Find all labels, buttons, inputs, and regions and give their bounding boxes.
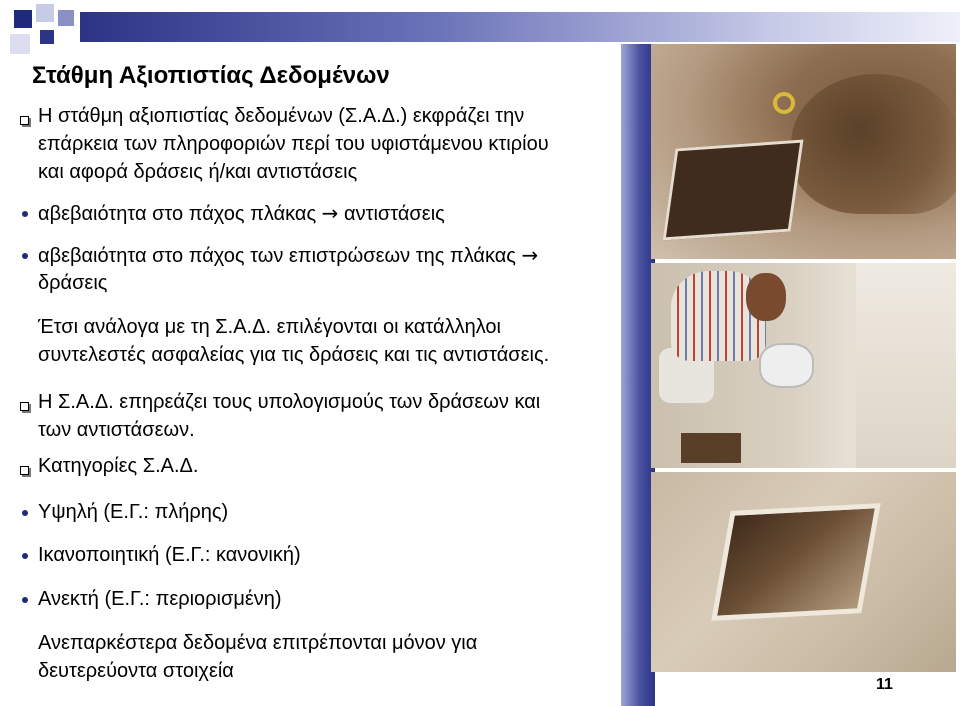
header-bar (80, 12, 960, 42)
text-line (38, 200, 445, 228)
text-line: δευτερεύοντα στοιχεία (38, 660, 234, 682)
tape-measure (773, 92, 795, 114)
decor-square (10, 34, 30, 54)
arrow-right-icon: → (521, 243, 539, 267)
bullet-dot-icon (22, 253, 28, 259)
bullet-dot-icon (22, 553, 28, 559)
floor-excavation-photo (651, 472, 956, 672)
checkbox-bullet-icon (20, 466, 29, 475)
text-line: Κατηγορίες Σ.Α.Δ. (38, 455, 199, 477)
arrow-right-icon: → (321, 201, 339, 225)
bullet-dot-icon (22, 211, 28, 217)
text-line: Υψηλή (Ε.Γ.: πλήρης) (38, 501, 229, 523)
text-span: αβεβαιότητα στο πάχος των επιστρώσεων της πλάκας (38, 245, 516, 267)
text-line: Ικανοποιητική (Ε.Γ.: κανονική) (38, 544, 301, 566)
text-line: συντελεστές ασφαλείας για τις δράσεις και τις αντιστάσεις. (38, 344, 550, 366)
text-line: Ανεκτή (Ε.Γ.: περιορισμένη) (38, 588, 282, 610)
page-number: 11 (876, 676, 893, 693)
wall (856, 263, 956, 468)
worker-photo (651, 263, 956, 468)
soil-pile (791, 74, 956, 214)
decor-square (40, 30, 54, 44)
text-line: Ανεπαρκέστερα δεδομένα επιτρέπονται μόνον για (38, 632, 478, 654)
checkbox-bullet-icon (20, 116, 29, 125)
text-span: αντιστάσεις (344, 203, 445, 225)
text-line: Η Σ.Α.Δ. επηρεάζει τους υπολογισμούς των δράσεων και (38, 391, 541, 413)
text-line: Έτσι ανάλογα με τη Σ.Α.Δ. επιλέγονται οι κατάλληλοι (38, 316, 501, 338)
excavation-pit (711, 503, 880, 621)
text-line: των αντιστάσεων. (38, 419, 195, 441)
small-pit (681, 433, 741, 463)
slide-title: Στάθμη Αξιοπιστίας Δεδομένων (32, 62, 390, 89)
side-bar (621, 44, 655, 706)
worker-head (746, 273, 786, 321)
decor-square (36, 4, 54, 22)
excavation-pit (663, 140, 804, 241)
decor-square (58, 10, 74, 26)
text-line: δράσεις (38, 272, 108, 294)
decor-square (14, 10, 32, 28)
text-span: αβεβαιότητα στο πάχος πλάκας (38, 203, 317, 225)
text-line: επάρκεια των πληροφοριών περί του υφιστάμενου κτιρίου (38, 133, 549, 155)
bullet-dot-icon (22, 510, 28, 516)
text-line (38, 242, 538, 270)
excavation-photo (651, 44, 956, 259)
text-line: Η στάθμη αξιοπιστίας δεδομένων (Σ.Α.Δ.) εκφράζει την (38, 105, 525, 127)
text-line: και αφορά δράσεις ή/και αντιστάσεις (38, 161, 358, 183)
sample-bag (759, 343, 814, 388)
bullet-dot-icon (22, 597, 28, 603)
checkbox-bullet-icon (20, 402, 29, 411)
